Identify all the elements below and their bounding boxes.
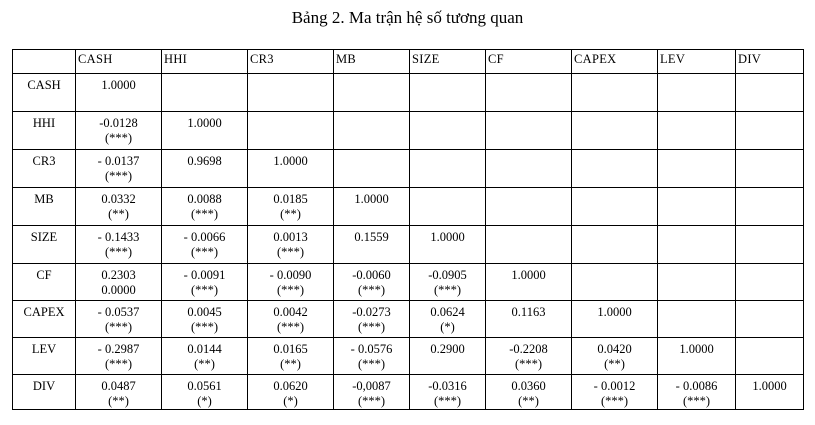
matrix-cell bbox=[658, 375, 736, 410]
table-row-cr3 bbox=[13, 150, 804, 188]
matrix-cell bbox=[76, 226, 162, 264]
significance-marker: (**) bbox=[280, 207, 301, 221]
coefficient-value: - 0.0576 bbox=[350, 342, 393, 356]
significance-marker: (***) bbox=[190, 283, 219, 297]
significance-marker: (*) bbox=[197, 394, 212, 408]
coefficient-value: - 0.0012 bbox=[593, 379, 636, 393]
matrix-cell bbox=[658, 264, 736, 301]
coefficient-value: -0.0273 bbox=[352, 305, 391, 319]
table-row-size bbox=[13, 226, 804, 264]
matrix-cell bbox=[410, 338, 486, 375]
significance-marker: (***) bbox=[357, 357, 386, 371]
matrix-cell bbox=[658, 301, 736, 338]
correlation-matrix-table bbox=[12, 49, 804, 410]
matrix-cell bbox=[162, 301, 248, 338]
matrix-cell bbox=[76, 74, 162, 112]
coefficient-value: 0.1559 bbox=[354, 230, 389, 244]
matrix-cell bbox=[334, 301, 410, 338]
matrix-cell bbox=[658, 188, 736, 226]
row-label: CR3 bbox=[13, 150, 76, 188]
coefficient-value: -0.0128 bbox=[99, 116, 138, 130]
significance-marker: (***) bbox=[276, 320, 305, 334]
row-label: HHI bbox=[13, 112, 76, 150]
matrix-cell bbox=[572, 188, 658, 226]
significance-marker: (***) bbox=[433, 283, 462, 297]
matrix-cell bbox=[76, 150, 162, 188]
table-row-div bbox=[13, 375, 804, 410]
matrix-cell bbox=[248, 338, 334, 375]
matrix-cell bbox=[410, 226, 486, 264]
matrix-cell bbox=[572, 338, 658, 375]
matrix-cell bbox=[736, 150, 804, 188]
coefficient-value: 0.0420 bbox=[597, 342, 632, 356]
significance-marker: (***) bbox=[357, 283, 386, 297]
significance-marker: (***) bbox=[357, 320, 386, 334]
coefficient-value: 0.0487 bbox=[101, 379, 136, 393]
header-cell-capex: CAPEX bbox=[572, 50, 658, 74]
matrix-cell bbox=[572, 74, 658, 112]
matrix-cell bbox=[658, 150, 736, 188]
coefficient-value: - 0.0066 bbox=[183, 230, 226, 244]
coefficient-value: 0.0624 bbox=[430, 305, 465, 319]
matrix-cell bbox=[162, 74, 248, 112]
matrix-cell bbox=[736, 188, 804, 226]
matrix-cell bbox=[248, 74, 334, 112]
significance-marker: (**) bbox=[108, 394, 129, 408]
matrix-cell bbox=[736, 375, 804, 410]
matrix-cell bbox=[76, 375, 162, 410]
coefficient-value: 1.0000 bbox=[354, 192, 389, 206]
significance-marker: (***) bbox=[600, 394, 629, 408]
coefficient-value: - 0.0137 bbox=[97, 154, 140, 168]
table-row-hhi bbox=[13, 112, 804, 150]
coefficient-value: 1.0000 bbox=[430, 230, 465, 244]
matrix-cell bbox=[248, 112, 334, 150]
row-label: CASH bbox=[13, 74, 76, 112]
matrix-cell bbox=[162, 226, 248, 264]
significance-marker: (***) bbox=[682, 394, 711, 408]
significance-marker: (***) bbox=[104, 320, 133, 334]
matrix-cell bbox=[658, 338, 736, 375]
coefficient-value: 0.2303 bbox=[101, 268, 136, 282]
header-row bbox=[13, 50, 804, 74]
significance-marker: (**) bbox=[108, 207, 129, 221]
matrix-cell bbox=[736, 264, 804, 301]
header-cell-lev: LEV bbox=[658, 50, 736, 74]
coefficient-value: 0.0165 bbox=[273, 342, 308, 356]
matrix-cell bbox=[162, 338, 248, 375]
significance-marker: (***) bbox=[104, 245, 133, 259]
significance-marker: (**) bbox=[194, 357, 215, 371]
matrix-cell bbox=[334, 150, 410, 188]
significance-marker: (*) bbox=[440, 320, 455, 334]
coefficient-value: 0.0013 bbox=[273, 230, 308, 244]
header-cell-size: SIZE bbox=[410, 50, 486, 74]
matrix-cell bbox=[486, 112, 572, 150]
header-cell-mb: MB bbox=[334, 50, 410, 74]
matrix-cell bbox=[572, 264, 658, 301]
header-cell-cr3: CR3 bbox=[248, 50, 334, 74]
matrix-cell bbox=[410, 74, 486, 112]
matrix-cell bbox=[736, 226, 804, 264]
table-title: Bảng 2. Ma trận hệ số tương quan bbox=[291, 8, 524, 27]
table-row-cash bbox=[13, 74, 804, 112]
coefficient-value: 0.0144 bbox=[187, 342, 222, 356]
header-cell-corner bbox=[13, 50, 76, 74]
matrix-cell bbox=[410, 264, 486, 301]
coefficient-value: 0.0360 bbox=[511, 379, 546, 393]
row-label: CF bbox=[13, 264, 76, 301]
table-row-mb bbox=[13, 188, 804, 226]
significance-marker: (**) bbox=[604, 357, 625, 371]
matrix-cell bbox=[248, 301, 334, 338]
matrix-cell bbox=[334, 112, 410, 150]
row-label: MB bbox=[13, 188, 76, 226]
matrix-cell bbox=[334, 338, 410, 375]
header-cell-cash: CASH bbox=[76, 50, 162, 74]
table-row-lev bbox=[13, 338, 804, 375]
matrix-cell bbox=[410, 301, 486, 338]
matrix-cell bbox=[572, 150, 658, 188]
significance-marker: (***) bbox=[104, 169, 133, 183]
matrix-cell bbox=[248, 226, 334, 264]
matrix-cell bbox=[334, 375, 410, 410]
matrix-cell bbox=[486, 375, 572, 410]
coefficient-value: 0.0088 bbox=[187, 192, 222, 206]
matrix-cell bbox=[572, 301, 658, 338]
significance-marker: (***) bbox=[357, 394, 386, 408]
header-cell-hhi: HHI bbox=[162, 50, 248, 74]
matrix-cell bbox=[334, 226, 410, 264]
header-cell-cf: CF bbox=[486, 50, 572, 74]
matrix-cell bbox=[736, 338, 804, 375]
row-label: LEV bbox=[13, 338, 76, 375]
matrix-cell bbox=[486, 74, 572, 112]
matrix-cell bbox=[486, 264, 572, 301]
coefficient-value: - 0.0090 bbox=[269, 268, 312, 282]
matrix-cell bbox=[162, 264, 248, 301]
matrix-cell bbox=[736, 112, 804, 150]
table-row-capex bbox=[13, 301, 804, 338]
coefficient-value: -0,0087 bbox=[352, 379, 391, 393]
matrix-cell bbox=[486, 226, 572, 264]
matrix-cell bbox=[572, 226, 658, 264]
coefficient-value: 1.0000 bbox=[511, 268, 546, 282]
matrix-cell bbox=[410, 188, 486, 226]
significance-marker: (***) bbox=[276, 283, 305, 297]
coefficient-value: 1.0000 bbox=[101, 78, 136, 92]
matrix-cell bbox=[334, 74, 410, 112]
matrix-cell bbox=[736, 74, 804, 112]
coefficient-value: 1.0000 bbox=[273, 154, 308, 168]
coefficient-value: 0.2900 bbox=[430, 342, 465, 356]
coefficient-value: 0.0045 bbox=[187, 305, 222, 319]
matrix-cell bbox=[658, 74, 736, 112]
coefficient-value: 1.0000 bbox=[679, 342, 714, 356]
header-cell-div: DIV bbox=[736, 50, 804, 74]
table-row-cf bbox=[13, 264, 804, 301]
matrix-cell bbox=[248, 375, 334, 410]
matrix-cell bbox=[410, 150, 486, 188]
matrix-cell bbox=[486, 301, 572, 338]
matrix-cell bbox=[410, 375, 486, 410]
significance-marker: (***) bbox=[104, 357, 133, 371]
matrix-cell bbox=[162, 375, 248, 410]
coefficient-value: 0.0332 bbox=[101, 192, 136, 206]
significance-marker: (***) bbox=[190, 320, 219, 334]
matrix-cell bbox=[248, 150, 334, 188]
matrix-cell bbox=[334, 264, 410, 301]
coefficient-value: 0.0561 bbox=[187, 379, 222, 393]
matrix-cell bbox=[658, 226, 736, 264]
matrix-cell bbox=[486, 188, 572, 226]
coefficient-value: 0.0042 bbox=[273, 305, 308, 319]
coefficient-value: 0.1163 bbox=[511, 305, 546, 319]
significance-marker: (***) bbox=[514, 357, 543, 371]
matrix-cell bbox=[248, 264, 334, 301]
significance-marker: (**) bbox=[280, 357, 301, 371]
matrix-cell bbox=[486, 150, 572, 188]
coefficient-value: - 0.2987 bbox=[97, 342, 140, 356]
coefficient-value: - 0.1433 bbox=[97, 230, 140, 244]
matrix-cell bbox=[486, 338, 572, 375]
significance-marker: (*) bbox=[283, 394, 298, 408]
row-label: CAPEX bbox=[13, 301, 76, 338]
matrix-cell bbox=[162, 150, 248, 188]
matrix-cell bbox=[76, 112, 162, 150]
significance-marker: 0.0000 bbox=[101, 283, 136, 297]
matrix-cell bbox=[248, 188, 334, 226]
coefficient-value: 1.0000 bbox=[752, 379, 787, 393]
coefficient-value: -0.0060 bbox=[352, 268, 391, 282]
matrix-cell bbox=[76, 188, 162, 226]
matrix-cell bbox=[572, 375, 658, 410]
row-label: DIV bbox=[13, 375, 76, 410]
matrix-cell bbox=[736, 301, 804, 338]
matrix-cell bbox=[410, 112, 486, 150]
matrix-cell bbox=[76, 264, 162, 301]
matrix-cell bbox=[76, 338, 162, 375]
significance-marker: (***) bbox=[433, 394, 462, 408]
coefficient-value: 1.0000 bbox=[597, 305, 632, 319]
row-label: SIZE bbox=[13, 226, 76, 264]
matrix-cell bbox=[334, 188, 410, 226]
coefficient-value: - 0.0537 bbox=[97, 305, 140, 319]
coefficient-value: -0.0316 bbox=[428, 379, 467, 393]
coefficient-value: -0.2208 bbox=[509, 342, 548, 356]
matrix-cell bbox=[162, 188, 248, 226]
significance-marker: (***) bbox=[104, 131, 133, 145]
coefficient-value: - 0.0091 bbox=[183, 268, 226, 282]
coefficient-value: 0.0185 bbox=[273, 192, 308, 206]
coefficient-value: 0.9698 bbox=[187, 154, 222, 168]
coefficient-value: 1.0000 bbox=[187, 116, 222, 130]
significance-marker: (***) bbox=[276, 245, 305, 259]
coefficient-value: 0.0620 bbox=[273, 379, 308, 393]
significance-marker: (***) bbox=[190, 245, 219, 259]
coefficient-value: -0.0905 bbox=[428, 268, 467, 282]
matrix-cell bbox=[76, 301, 162, 338]
significance-marker: (***) bbox=[190, 207, 219, 221]
coefficient-value: - 0.0086 bbox=[675, 379, 718, 393]
matrix-cell bbox=[162, 112, 248, 150]
matrix-cell bbox=[572, 112, 658, 150]
matrix-cell bbox=[658, 112, 736, 150]
significance-marker: (**) bbox=[518, 394, 539, 408]
